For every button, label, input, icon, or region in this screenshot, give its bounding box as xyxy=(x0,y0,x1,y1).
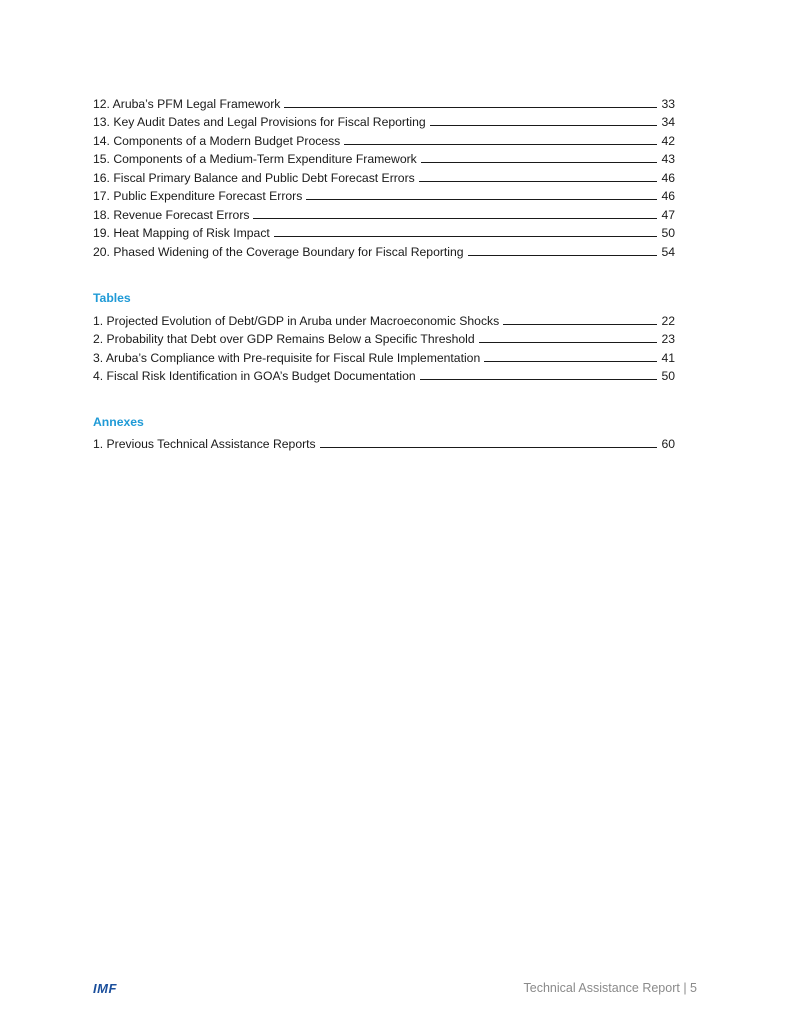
leader-line xyxy=(484,361,657,362)
toc-entry-label: 12. Aruba’s PFM Legal Framework xyxy=(93,96,281,111)
leader-line xyxy=(421,162,657,163)
toc-entry-page: 54 xyxy=(661,244,675,259)
leader-line xyxy=(306,199,657,200)
toc-entry-page: 33 xyxy=(661,96,675,111)
imf-logo: IMF xyxy=(93,981,117,996)
toc-entry[interactable] xyxy=(93,185,675,204)
toc-entry[interactable] xyxy=(93,203,675,222)
toc-entry-label: 18. Revenue Forecast Errors xyxy=(93,207,250,222)
leader-line xyxy=(419,181,657,182)
toc-entry[interactable] xyxy=(93,309,675,328)
toc-entry[interactable] xyxy=(93,432,675,451)
toc-entry-page: 43 xyxy=(661,152,675,166)
toc-entry-label: 20. Phased Widening of the Coverage Boundary for Fiscal Reporting xyxy=(93,244,464,259)
toc-entry-page: 22 xyxy=(661,313,675,328)
toc-entry-page: 50 xyxy=(661,226,675,240)
toc-entry-label: 15. Components of a Medium-Term Expenditure Framework xyxy=(93,152,417,166)
toc-entry-page: 60 xyxy=(661,436,675,451)
toc-entry[interactable] xyxy=(93,129,675,148)
toc-entry[interactable] xyxy=(93,240,675,259)
toc-entry-label: 1. Previous Technical Assistance Reports xyxy=(93,436,316,451)
toc-entry[interactable] xyxy=(93,346,675,365)
toc-entry-page: 46 xyxy=(661,189,675,203)
leader-line xyxy=(320,447,657,448)
figures-list xyxy=(93,92,675,259)
toc-entry-label: 13. Key Audit Dates and Legal Provisions for Fiscal Reporting xyxy=(93,115,426,129)
leader-line xyxy=(503,324,657,325)
tables-list xyxy=(93,309,675,383)
toc-entry-page: 46 xyxy=(661,170,675,185)
leader-line xyxy=(344,144,657,145)
leader-line xyxy=(284,107,657,108)
leader-line xyxy=(479,342,657,343)
leader-line xyxy=(253,218,657,219)
annexes-heading: Annexes xyxy=(93,415,144,429)
toc-entry[interactable] xyxy=(93,328,675,347)
toc-entry-label: 1. Projected Evolution of Debt/GDP in Aruba under Macroeconomic Shocks xyxy=(93,313,500,328)
toc-entry-label: 17. Public Expenditure Forecast Errors xyxy=(93,189,303,203)
toc-entry-page: 42 xyxy=(661,133,675,148)
leader-line xyxy=(420,379,657,380)
toc-entry[interactable] xyxy=(93,365,675,384)
toc-entry-page: 34 xyxy=(661,115,675,129)
toc-entry[interactable] xyxy=(93,222,675,241)
annexes-list xyxy=(93,432,675,451)
toc-entry[interactable] xyxy=(93,92,675,111)
toc-entry[interactable] xyxy=(93,111,675,130)
toc-entry-label: 3. Aruba’s Compliance with Pre-requisite for Fiscal Rule Implementation xyxy=(93,350,481,365)
tables-heading: Tables xyxy=(93,291,131,305)
toc-entry-label: 14. Components of a Modern Budget Process xyxy=(93,133,341,148)
toc-entry-page: 47 xyxy=(661,207,675,222)
toc-entry[interactable] xyxy=(93,148,675,167)
toc-entry-label: 4. Fiscal Risk Identification in GOA’s Budget Documentation xyxy=(93,369,416,383)
toc-entry-label: 2. Probability that Debt over GDP Remains Below a Specific Threshold xyxy=(93,332,475,346)
leader-line xyxy=(468,255,657,256)
toc-entry[interactable] xyxy=(93,166,675,185)
leader-line xyxy=(430,125,657,126)
toc-entry-page: 50 xyxy=(661,369,675,383)
toc-entry-label: 19. Heat Mapping of Risk Impact xyxy=(93,226,270,240)
toc-entry-label: 16. Fiscal Primary Balance and Public Debt Forecast Errors xyxy=(93,170,415,185)
footer-page-label: Technical Assistance Report | 5 xyxy=(523,981,697,995)
toc-entry-page: 23 xyxy=(661,332,675,346)
toc-entry-page: 41 xyxy=(661,350,675,365)
leader-line xyxy=(274,236,657,237)
